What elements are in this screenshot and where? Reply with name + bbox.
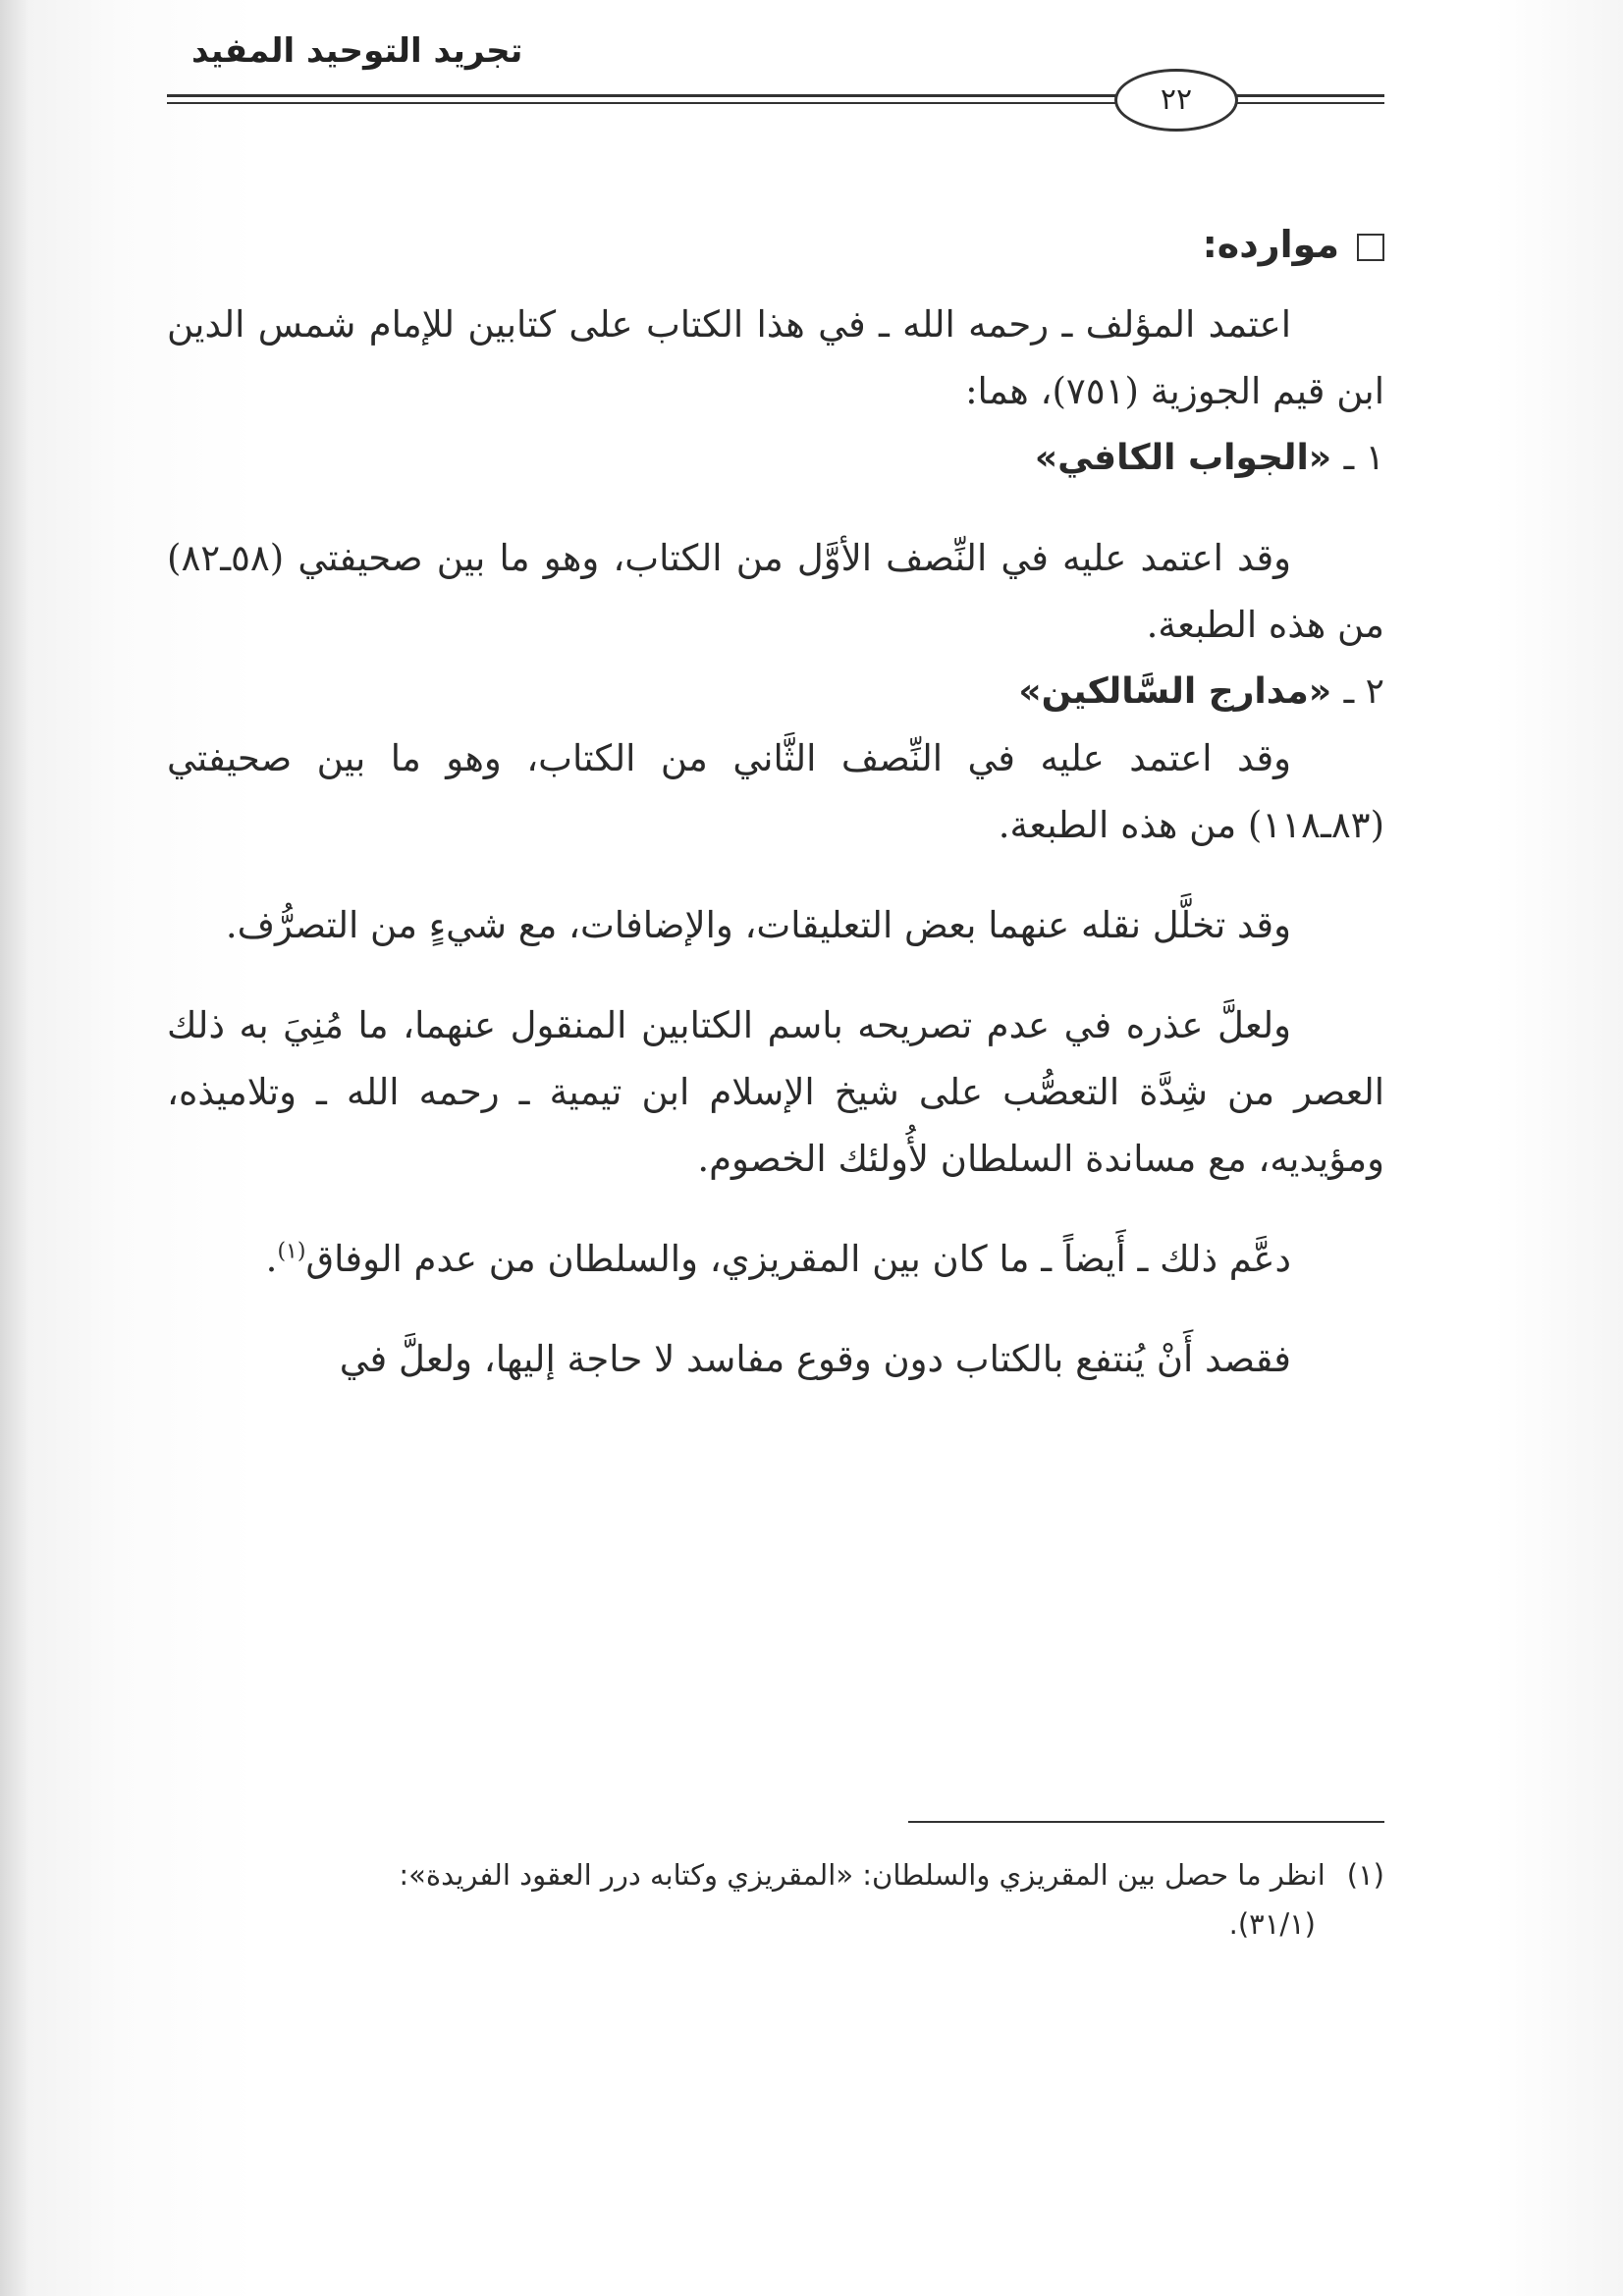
section-heading-text: موارده: bbox=[1202, 223, 1339, 266]
source-item-2-title: «مدارج السَّالكين» bbox=[1018, 671, 1332, 712]
footnote-1 bbox=[167, 1850, 1384, 1899]
source-item-1-title: «الجواب الكافي» bbox=[1034, 438, 1332, 478]
running-title: تجريد التوحيد المفيد bbox=[191, 31, 523, 71]
source-item-2 bbox=[167, 659, 1384, 725]
section-heading bbox=[167, 211, 1384, 278]
source-item-1 bbox=[167, 425, 1384, 492]
paragraph-sources-intro: اعتمد المؤلف ـ رحمه الله ـ في هذا الكتاب على كتابين للإمام شمس الدين ابن قيم الجوزية (٧٥١)، هما: bbox=[167, 303, 1384, 412]
footnote-1-text: انظر ما حصل بين المقريزي والسلطان: «المقريزي وكتابه درر العقود الفريدة»: bbox=[399, 1858, 1325, 1892]
paragraph-support-end: . bbox=[265, 1238, 278, 1280]
paragraph-intent: فقصد أَنْ يُنتفع بالكتاب دون وقوع مفاسد لا حاجة إليها، ولعلَّ في bbox=[339, 1338, 1291, 1380]
source-item-1-number: ١ ـ bbox=[1343, 438, 1384, 478]
source-item-2-number: ٢ ـ bbox=[1343, 671, 1384, 712]
square-bullet-icon bbox=[1357, 234, 1384, 261]
footnote-rule bbox=[908, 1821, 1384, 1823]
paragraph-support bbox=[167, 1226, 1384, 1293]
paragraph-comments: وقد تخلَّل نقله عنهما بعض التعليقات، والإضافات، مع شيءٍ من التصرُّف. bbox=[225, 904, 1291, 946]
footnotes bbox=[167, 1850, 1384, 1949]
page-body bbox=[167, 211, 1384, 1393]
paragraph-support-text: دعَّم ذلك ـ أَيضاً ـ ما كان بين المقريزي، والسلطان من عدم الوفاق bbox=[305, 1238, 1291, 1280]
paragraph-excuse: ولعلَّ عذره في عدم تصريحه باسم الكتابين المنقول عنهما، ما مُنِيَ به ذلك العصر من شِدَّة التعصُّب على شيخ الإسلام ابن تيمية ـ رحمه الله ـ وتلاميذه، ومؤيديه، مع مساندة السلطان لأُولئك الخصوم. bbox=[167, 1004, 1384, 1180]
paragraph-source-1-usage: وقد اعتمد عليه في النِّصف الأوَّل من الكتاب، وهو ما بين صحيفتي (٥٨ـ٨٢) من هذه الطبعة. bbox=[167, 537, 1384, 646]
paragraph-source-2-usage: وقد اعتمد عليه في النِّصف الثَّاني من الكتاب، وهو ما بين صحيفتي (٨٣ـ١١٨) من هذه الطبعة. bbox=[167, 737, 1384, 846]
page-number: ٢٢ bbox=[1114, 69, 1238, 132]
footnote-1-number: (١) bbox=[1346, 1858, 1384, 1892]
footnote-reference[interactable]: (١) bbox=[277, 1239, 306, 1264]
footnote-1-continuation: (٣١/١). bbox=[1228, 1907, 1316, 1941]
